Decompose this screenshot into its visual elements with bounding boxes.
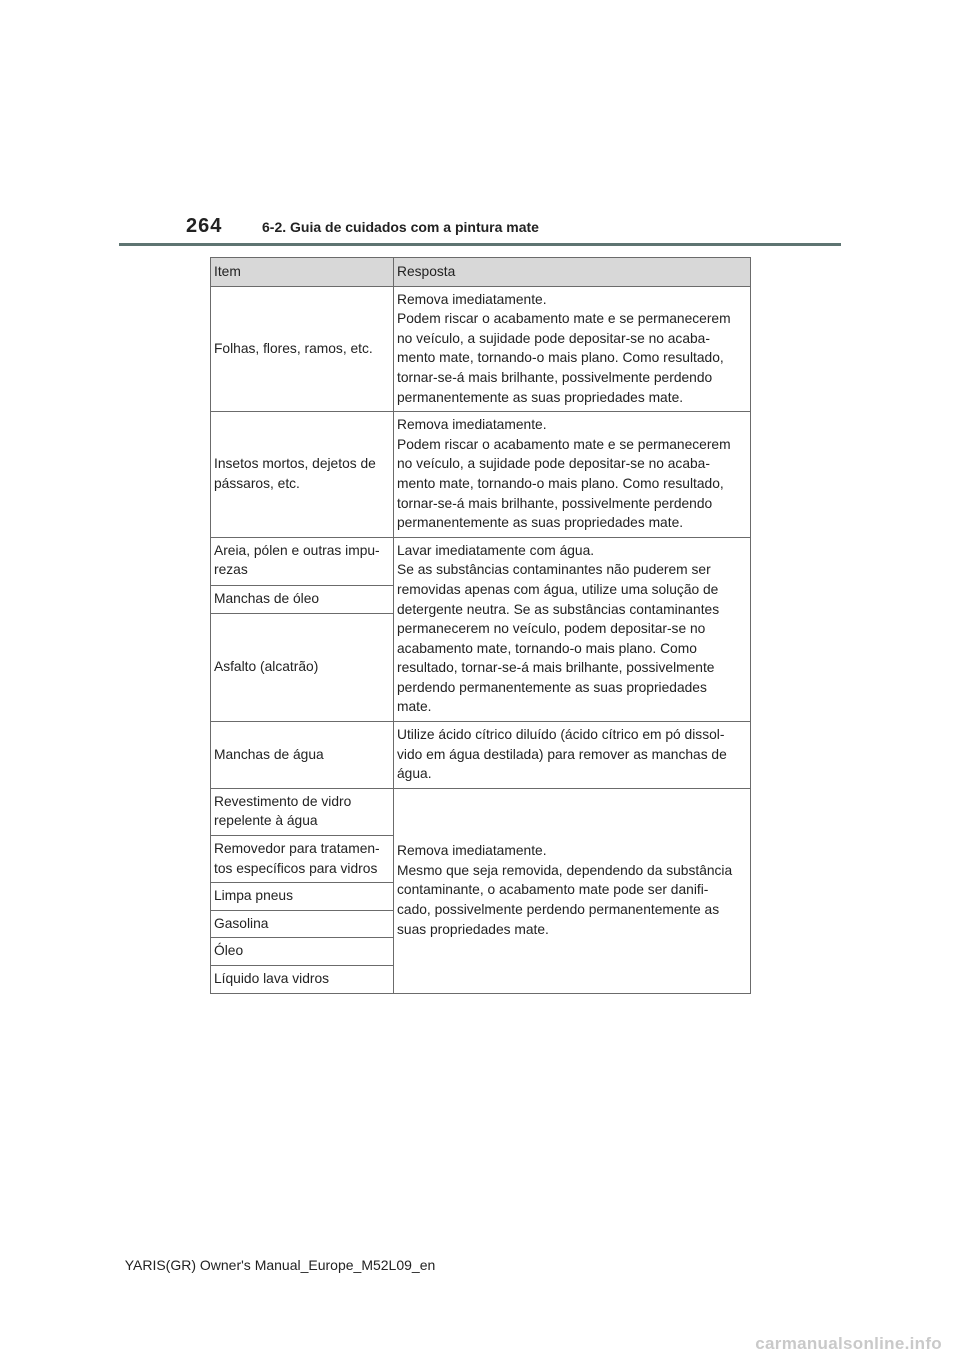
response-line: tornar-se-á mais brilhante, possivelmente perdendo — [397, 495, 713, 511]
table-header-row — [211, 258, 751, 287]
response-line: Mesmo que seja removida, dependendo da substância — [397, 862, 733, 878]
item-cell: Líquido lava vidros — [211, 966, 394, 994]
column-header-response: Resposta — [394, 258, 751, 287]
response-line: Remova imediatamente. — [397, 843, 547, 859]
page-number: 264 — [186, 215, 223, 237]
response-line: removidas apenas com água, utilize uma solução de — [397, 581, 719, 597]
response-line: permanentemente as suas propriedades mate. — [397, 515, 684, 531]
response-line: acabamento mate, tornando-o mais plano. Como — [397, 640, 697, 656]
table-row — [211, 286, 751, 412]
table-row — [211, 537, 751, 585]
response-line: mento mate, tornando-o mais plano. Como resultado, — [397, 350, 724, 366]
manual-id: YARIS(GR) Owner's Manual_Europe_M52L09_en — [124, 1257, 436, 1273]
item-cell: Folhas, flores, ramos, etc. — [211, 286, 394, 412]
response-line: mate. — [397, 699, 432, 715]
response-line: vido em água destilada) para remover as manchas de — [397, 746, 727, 762]
item-cell: Manchas de água — [211, 722, 394, 789]
response-line: permanecerem no veículo, podem depositar-se no — [397, 621, 706, 637]
section-title: 6-2. Guia de cuidados com a pintura mate — [262, 219, 539, 235]
paint-care-table — [210, 257, 751, 994]
watermark: carmanualsonline.info — [755, 1334, 942, 1353]
footer — [0, 1257, 960, 1275]
response-line: contaminante, o acabamento mate pode ser danifi- — [397, 882, 709, 898]
response-cell — [394, 722, 751, 789]
response-line: Podem riscar o acabamento mate e se permanecerem — [397, 436, 731, 452]
response-line: Lavar imediatamente com água. — [397, 542, 595, 558]
response-line: detergente neutra. Se as substâncias contaminantes — [397, 601, 720, 617]
response-line: perdendo permanentemente as suas propriedades — [397, 679, 707, 695]
response-line: permanentemente as suas propriedades mate. — [397, 389, 684, 405]
response-line: tornar-se-á mais brilhante, possivelmente perdendo — [397, 369, 713, 385]
response-line: Remova imediatamente. — [397, 417, 547, 433]
response-cell — [394, 788, 751, 993]
response-line: resultado, tornar-se-á mais brilhante, possivelmente — [397, 660, 715, 676]
item-cell: Óleo — [211, 938, 394, 966]
response-line: Se as substâncias contaminantes não puderem ser — [397, 562, 711, 578]
response-line: cado, possivelmente perdendo permanentemente as — [397, 902, 720, 918]
item-cell: Manchas de óleo — [211, 585, 394, 613]
item-cell: Gasolina — [211, 910, 394, 938]
header-divider — [119, 243, 841, 246]
table-row — [211, 722, 751, 789]
item-cell: Removedor para tratamen- tos específicos para vidros — [211, 836, 394, 883]
response-line: Remova imediatamente. — [397, 291, 547, 307]
item-cell: Insetos mortos, dejetos de pássaros, etc. — [211, 412, 394, 538]
item-cell: Areia, pólen e outras impu- rezas — [211, 537, 394, 585]
response-cell — [394, 286, 751, 412]
response-line: Utilize ácido cítrico diluído (ácido cítrico em pó dissol- — [397, 727, 725, 743]
response-line: no veículo, a sujidade pode depositar-se no acaba- — [397, 330, 710, 346]
column-header-item: Item — [211, 258, 394, 287]
table-row — [211, 788, 751, 835]
response-line: mento mate, tornando-o mais plano. Como resultado, — [397, 475, 724, 491]
table-row — [211, 412, 751, 538]
item-cell: Asfalto (alcatrão) — [211, 613, 394, 722]
response-line: água. — [397, 766, 432, 782]
response-cell — [394, 537, 751, 721]
response-line: suas propriedades mate. — [397, 921, 549, 937]
item-cell: Limpa pneus — [211, 883, 394, 911]
item-cell: Revestimento de vidro repelente à água — [211, 788, 394, 835]
response-line: Podem riscar o acabamento mate e se permanecerem — [397, 311, 731, 327]
response-cell — [394, 412, 751, 538]
response-line: no veículo, a sujidade pode depositar-se no acaba- — [397, 456, 710, 472]
